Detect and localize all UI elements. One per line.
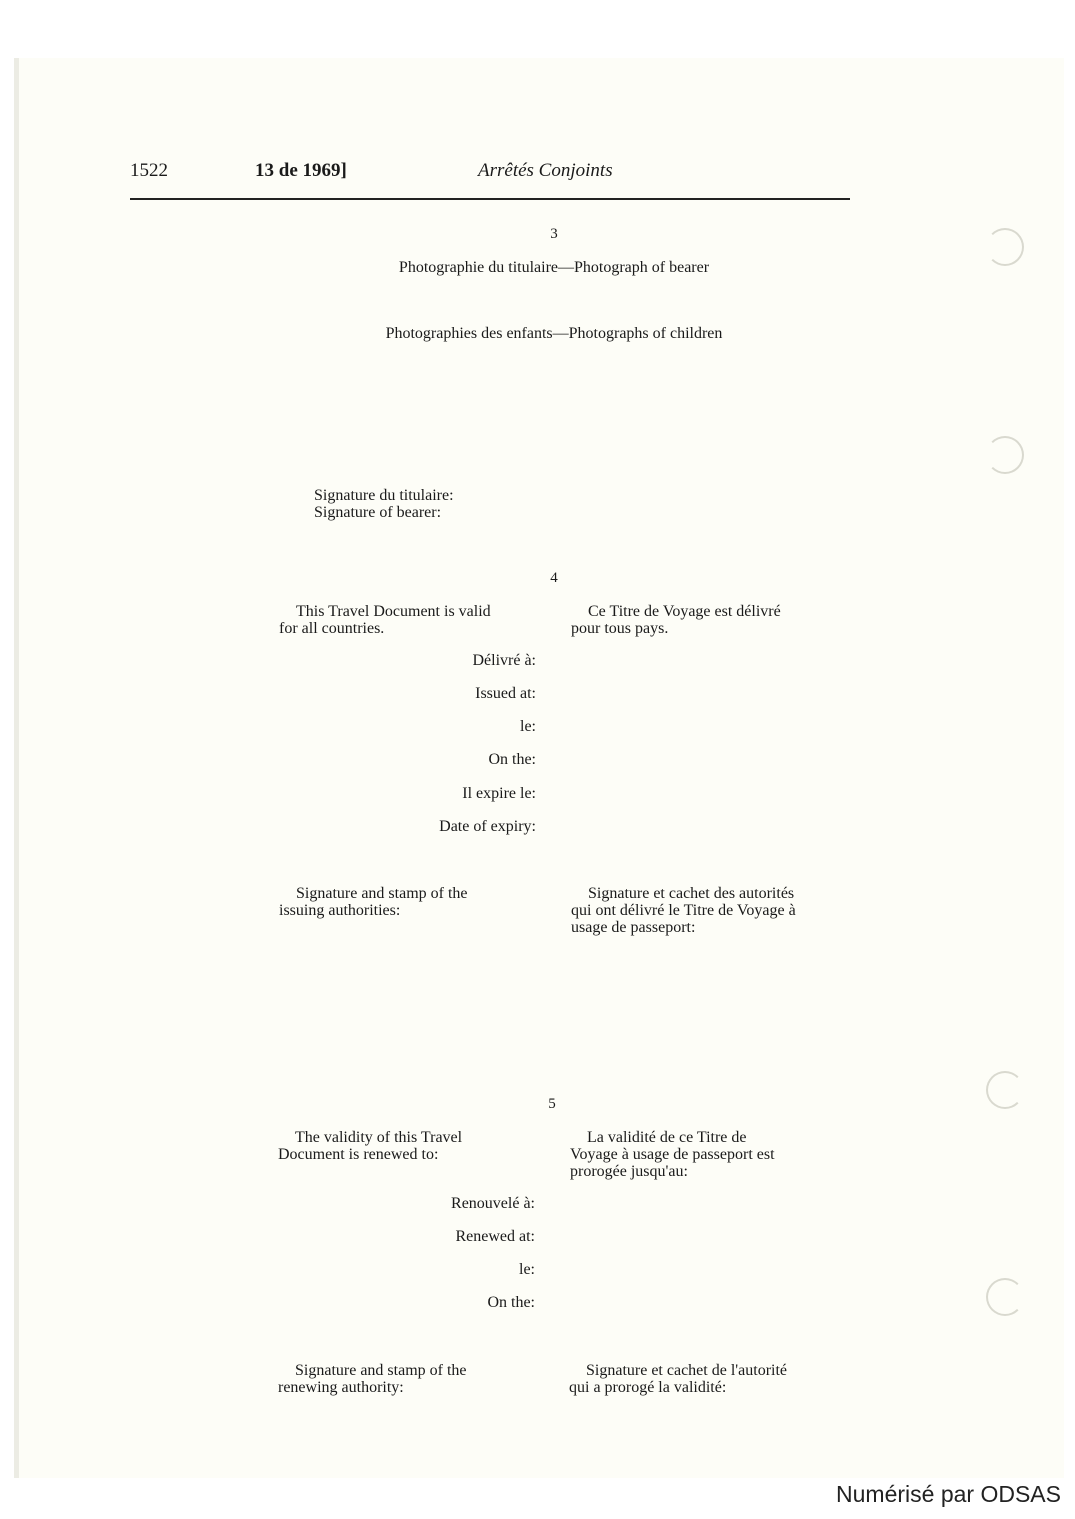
- signature-bearer-en: Signature of bearer:: [314, 504, 442, 521]
- issuing-sig-fr-line-2: qui ont délivré le Titre de Voyage à: [571, 902, 796, 919]
- field-issued-at: Issued at:: [475, 685, 536, 702]
- validity-en-line-2: for all countries.: [279, 620, 385, 637]
- punch-hole-2: [986, 436, 1024, 474]
- issuing-sig-en-line-2: issuing authorities:: [279, 902, 401, 919]
- field-delivre-a: Délivré à:: [472, 652, 536, 669]
- renewal-fr-line-1: La validité de ce Titre de: [587, 1129, 747, 1146]
- header-reference: 13 de 1969]: [255, 160, 347, 181]
- issuing-sig-fr-line-3: usage de passeport:: [571, 919, 696, 936]
- field-renewed-at: Renewed at:: [455, 1228, 535, 1245]
- punch-hole-1: [986, 228, 1024, 266]
- page-number: 1522: [130, 160, 168, 181]
- field-le: le:: [520, 718, 536, 735]
- field-renewal-on-the: On the:: [487, 1294, 535, 1311]
- validity-en-line-1: This Travel Document is valid: [296, 603, 491, 620]
- issuing-sig-fr-line-1: Signature et cachet des autorités: [588, 885, 795, 902]
- renewing-sig-fr-line-2: qui a prorogé la validité:: [569, 1379, 727, 1396]
- signature-bearer-fr: Signature du titulaire:: [314, 487, 454, 504]
- field-renouvele-a: Renouvelé à:: [451, 1195, 535, 1212]
- punch-hole-4: [986, 1278, 1024, 1316]
- field-on-the: On the:: [488, 751, 536, 768]
- validity-fr-line-1: Ce Titre de Voyage est délivré: [588, 603, 781, 620]
- section-5-number: 5: [548, 1096, 556, 1112]
- section-3-number: 3: [550, 226, 558, 242]
- renewing-sig-fr-line-1: Signature et cachet de l'autorité: [586, 1362, 788, 1379]
- renewal-fr-line-2: Voyage à usage de passeport est: [570, 1146, 775, 1163]
- section-4-number: 4: [550, 570, 558, 586]
- photo-bearer-label: Photographie du titulaire—Photograph of bearer: [398, 259, 710, 276]
- photo-children-label: Photographies des enfants—Photographs of children: [385, 325, 723, 342]
- page-edge: [14, 58, 19, 1478]
- issuing-sig-en-line-1: Signature and stamp of the: [296, 885, 468, 902]
- header-title: Arrêtés Conjoints: [478, 160, 613, 181]
- renewal-fr-line-3: prorogée jusqu'au:: [570, 1163, 688, 1180]
- punch-hole-3: [986, 1071, 1024, 1109]
- renewing-sig-en-line-2: renewing authority:: [278, 1379, 404, 1396]
- digitization-watermark: Numérisé par ODSAS: [836, 1481, 1061, 1507]
- field-date-of-expiry: Date of expiry:: [439, 818, 536, 835]
- renewal-en-line-1: The validity of this Travel: [295, 1129, 463, 1146]
- field-il-expire-le: Il expire le:: [462, 785, 536, 802]
- renewing-sig-en-line-1: Signature and stamp of the: [295, 1362, 467, 1379]
- renewal-en-line-2: Document is renewed to:: [278, 1146, 439, 1163]
- field-renewal-le: le:: [519, 1261, 535, 1278]
- validity-fr-line-2: pour tous pays.: [571, 620, 669, 637]
- header-rule: [130, 198, 850, 200]
